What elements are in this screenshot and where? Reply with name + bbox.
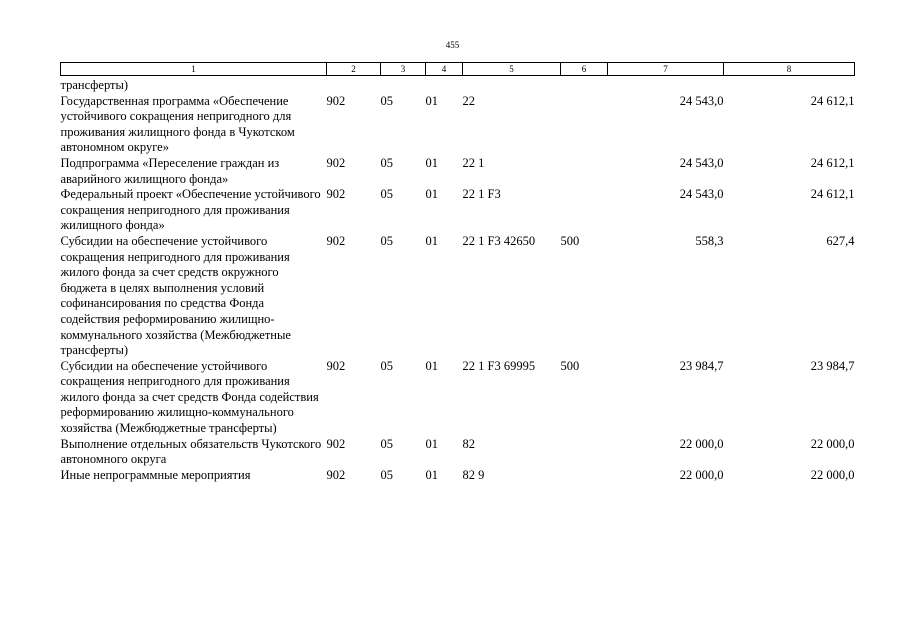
row-target-article: 22 1 F3 42650 — [462, 233, 536, 248]
row-ministry-code: 902 — [326, 187, 346, 202]
row-subsection — [426, 76, 463, 94]
row-section: 05 — [380, 187, 393, 202]
column-header-3: 3 — [381, 63, 426, 76]
row-section: 05 — [380, 93, 393, 108]
row-subsection: 01 — [425, 233, 438, 248]
row-expense-type — [561, 437, 608, 468]
row-ministry-code: 902 — [326, 436, 346, 451]
row-target-article: 22 1 F3 69995 — [462, 358, 536, 373]
row-section: 05 — [380, 467, 393, 482]
table-row — [61, 94, 855, 156]
row-subsection: 01 — [425, 93, 438, 108]
row-section: 05 — [380, 233, 393, 248]
row-expense-type — [561, 187, 608, 234]
row-target-article: 22 1 — [462, 155, 485, 170]
column-header-1: 1 — [61, 63, 327, 76]
row-name: Государственная программа «Обеспечение устойчивого сокращения непригодного для проживания жилищного фонда в Чукотском автономном округе» — [60, 93, 295, 155]
row-sum-year-1 — [608, 76, 724, 94]
column-header-6: 6 — [561, 63, 608, 76]
row-expense-type: 500 — [560, 358, 580, 373]
row-ministry-code: 902 — [326, 155, 346, 170]
row-subsection: 01 — [425, 358, 438, 373]
row-sum-year-2: 24 612,1 — [810, 93, 855, 108]
row-name: трансферты) — [60, 78, 129, 92]
row-section: 05 — [380, 358, 393, 373]
row-sum-year-1: 22 000,0 — [679, 436, 724, 451]
row-ministry-code — [327, 76, 381, 94]
row-ministry-code: 902 — [326, 467, 346, 482]
row-subsection: 01 — [425, 436, 438, 451]
row-name: Федеральный проект «Обеспечение устойчивого сокращения непригодного для проживания жилищного фонда» — [60, 187, 321, 233]
row-sum-year-1: 24 543,0 — [679, 187, 724, 202]
row-sum-year-1: 24 543,0 — [679, 93, 724, 108]
table-row — [61, 234, 855, 359]
row-subsection: 01 — [425, 467, 438, 482]
row-section: 05 — [380, 155, 393, 170]
column-header-5: 5 — [463, 63, 561, 76]
table-row — [61, 156, 855, 187]
row-expense-type — [561, 94, 608, 156]
row-name: Иные непрограммные мероприятия — [60, 467, 251, 482]
column-header-2: 2 — [327, 63, 381, 76]
row-target-article: 82 9 — [462, 467, 485, 482]
column-header-4: 4 — [426, 63, 463, 76]
row-sum-year-1: 558,3 — [695, 233, 724, 248]
column-header-8: 8 — [724, 63, 855, 76]
row-target-article: 22 1 F3 — [462, 187, 501, 202]
row-ministry-code: 902 — [326, 233, 346, 248]
page-number: 455 — [445, 40, 460, 50]
row-name: Субсидии на обеспечение устойчивого сокращения непригодного для проживания жилого фонда за счет средств окружного бюджета в целях выполнения условий софинансирования по средства Фонда содействия реформированию жилищно-коммунального хозяйства (Межбюджетные трансферты) — [60, 233, 291, 358]
column-header-7: 7 — [608, 63, 724, 76]
row-sum-year-2: 24 612,1 — [810, 187, 855, 202]
row-subsection: 01 — [425, 155, 438, 170]
column-number-header — [61, 63, 855, 76]
row-expense-type — [561, 76, 608, 94]
budget-table — [60, 62, 855, 483]
row-sum-year-2: 627,4 — [826, 233, 855, 248]
row-target-article: 22 — [462, 93, 475, 108]
row-expense-type: 500 — [560, 233, 580, 248]
row-subsection: 01 — [425, 187, 438, 202]
row-target-article: 82 — [462, 436, 475, 451]
table-row — [61, 359, 855, 437]
row-name: Подпрограмма «Переселение граждан из аварийного жилищного фонда» — [60, 155, 280, 186]
row-expense-type — [561, 156, 608, 187]
row-name: Выполнение отдельных обязательств Чукотского автономного округа — [60, 436, 322, 467]
row-section: 05 — [380, 436, 393, 451]
row-sum-year-2: 22 000,0 — [810, 467, 855, 482]
table-row — [61, 76, 855, 94]
row-sum-year-2: 22 000,0 — [810, 436, 855, 451]
table-row — [61, 437, 855, 468]
row-target-article — [463, 76, 561, 94]
row-sum-year-1: 23 984,7 — [679, 358, 724, 373]
row-name: Субсидии на обеспечение устойчивого сокращения непригодного для проживания жилого фонда за счет средств Фонда содействия реформированию жилищно-коммунального хозяйства (Межбюджетные трансферты) — [60, 358, 319, 436]
row-sum-year-2 — [724, 76, 855, 94]
row-sum-year-2: 24 612,1 — [810, 155, 855, 170]
row-ministry-code: 902 — [326, 358, 346, 373]
row-expense-type — [561, 468, 608, 484]
row-sum-year-1: 24 543,0 — [679, 155, 724, 170]
row-ministry-code: 902 — [326, 93, 346, 108]
table-row — [61, 468, 855, 484]
row-sum-year-1: 22 000,0 — [679, 467, 724, 482]
row-sum-year-2: 23 984,7 — [810, 358, 855, 373]
table-row — [61, 187, 855, 234]
row-section — [381, 76, 426, 94]
